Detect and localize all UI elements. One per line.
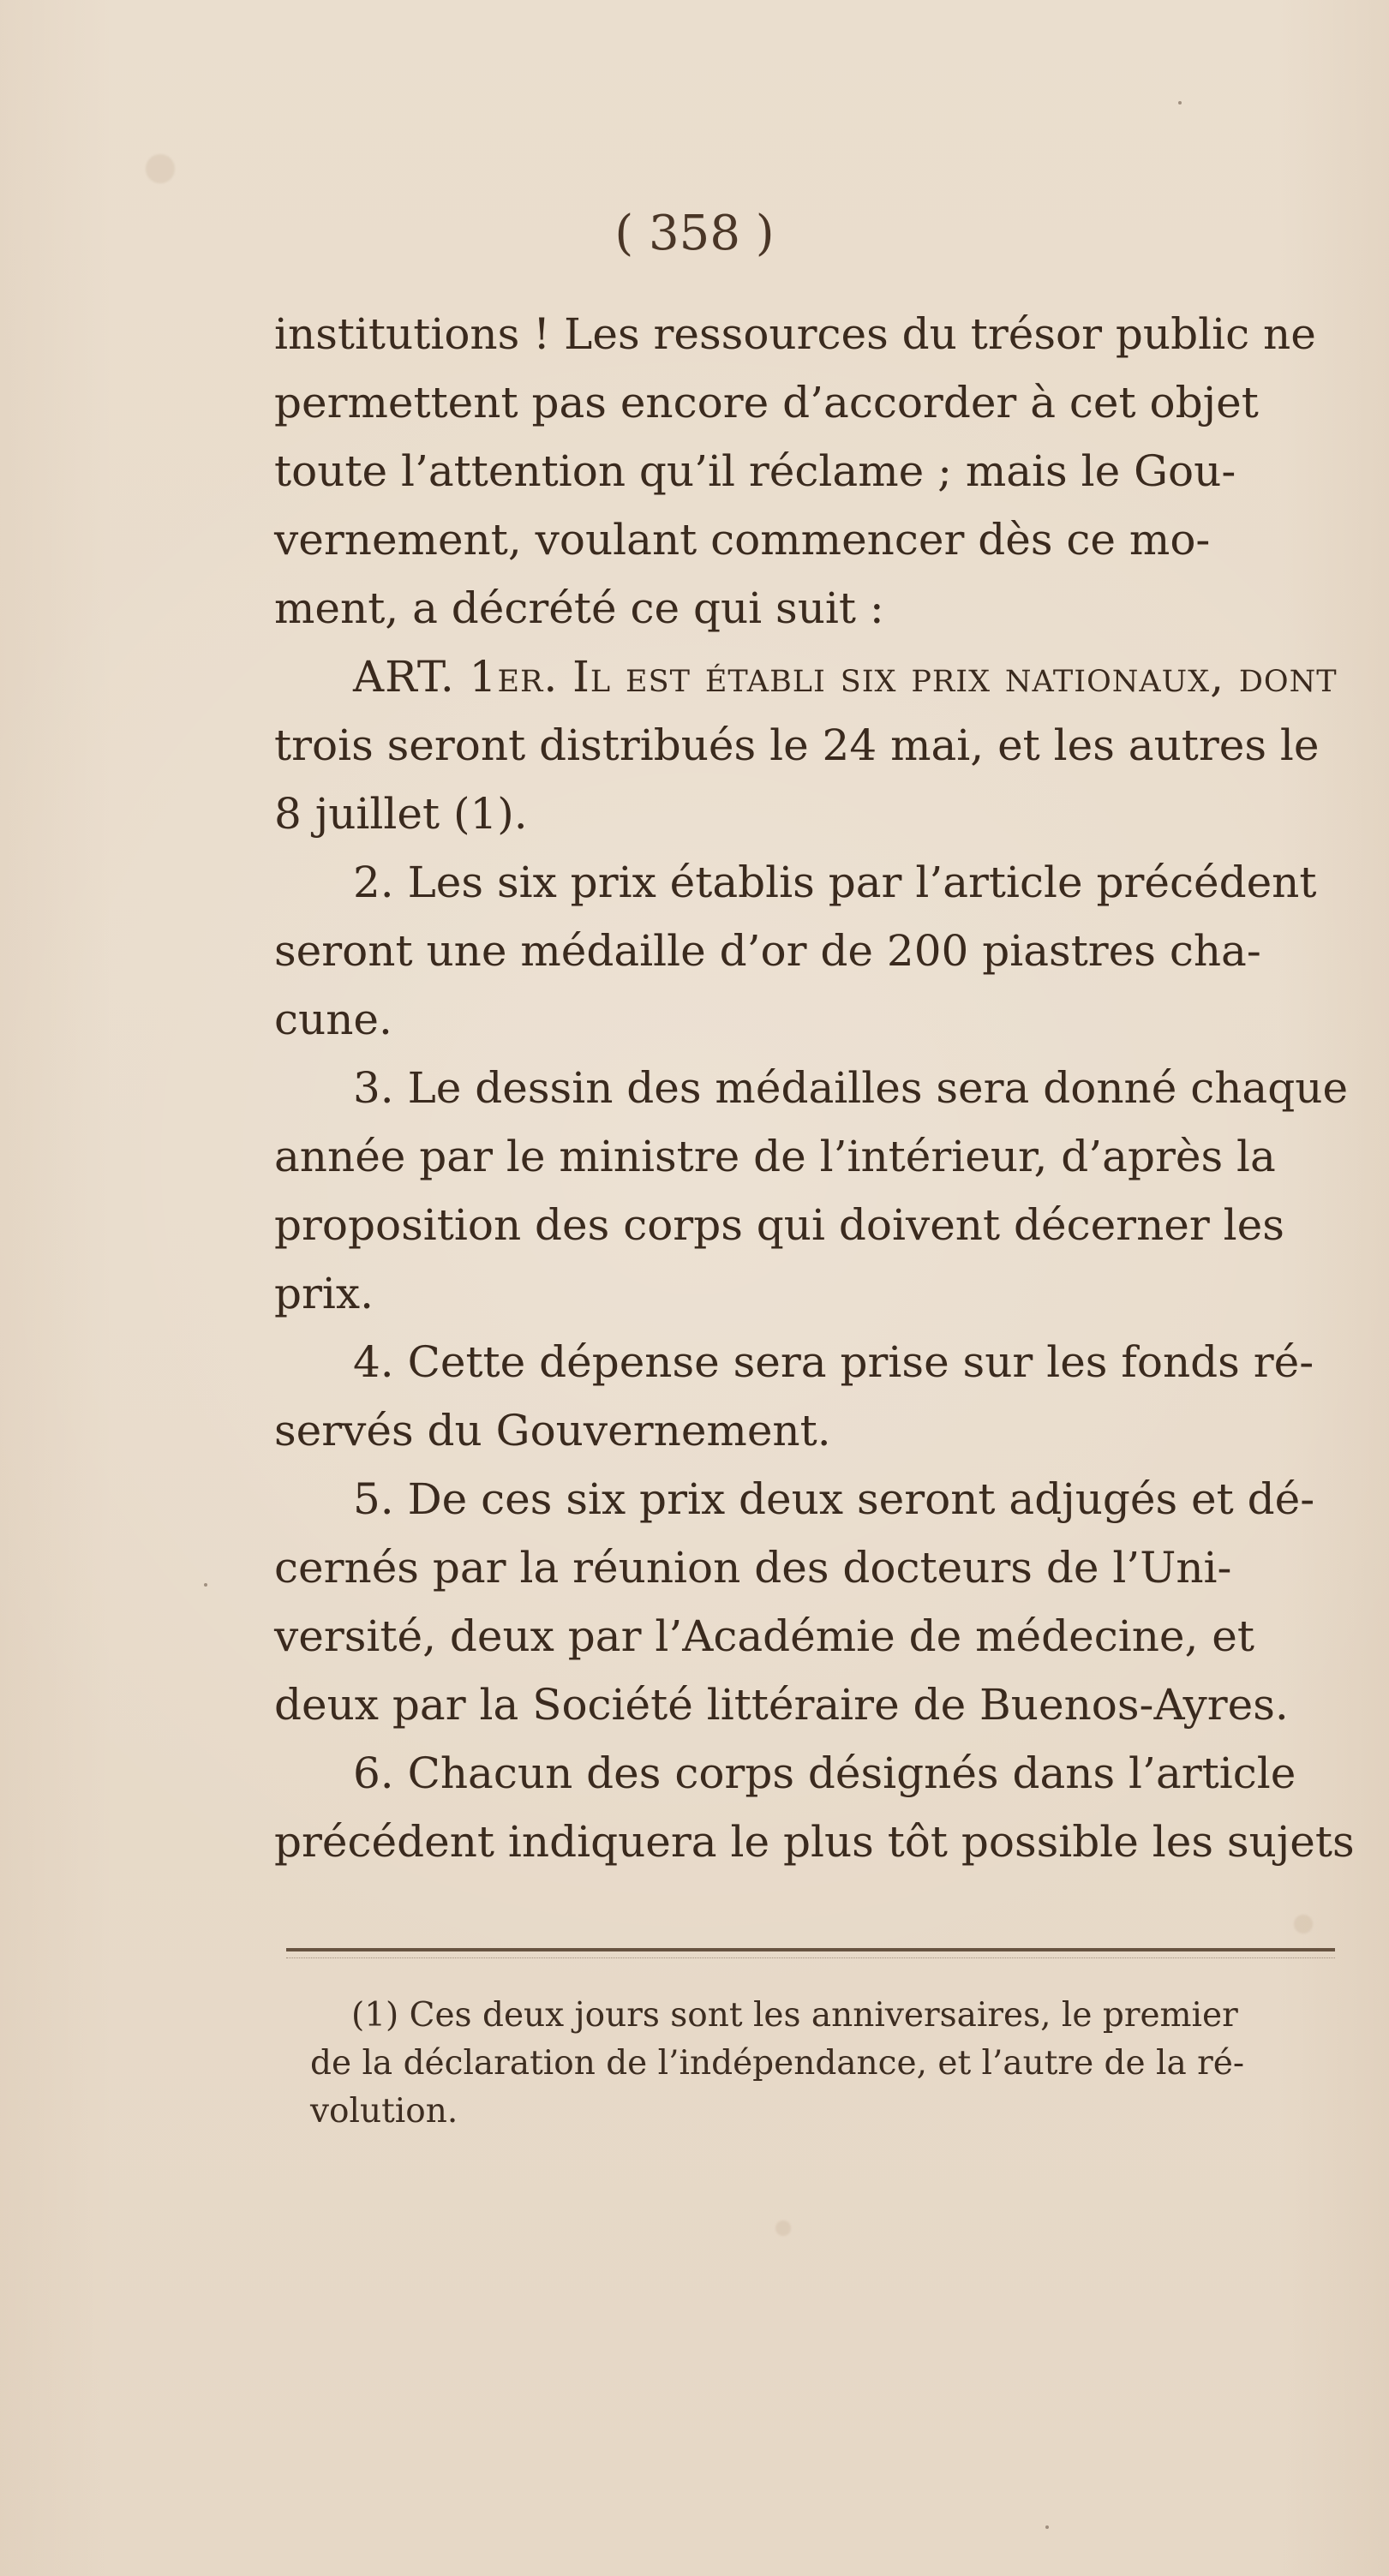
article-3-line: prix. [274, 1269, 374, 1318]
article-3-line: 3. Le dessin des médailles sera donné chaque [353, 1063, 1349, 1113]
main-text-line: toute l’attention qu’il réclame ; mais le Gou- [274, 446, 1236, 496]
paper-speck [1045, 2525, 1049, 2529]
main-text-line: permettent pas encore d’accorder à cet objet [274, 378, 1259, 427]
footnote-divider [286, 1948, 1335, 1951]
paper-speck [204, 1583, 207, 1587]
article-1-line: 8 juillet (1). [274, 789, 528, 839]
main-text-line: vernement, voulant commencer dès ce mo- [274, 515, 1211, 565]
main-text-line: ment, a décrété ce qui suit : [274, 583, 884, 633]
article-3-line: proposition des corps qui doivent décerner les [274, 1200, 1284, 1250]
article-2-line: seront une médaille d’or de 200 piastres cha- [274, 926, 1261, 976]
article-4-line: servés du Gouvernement. [274, 1406, 831, 1455]
article-2-line: cune. [274, 995, 392, 1044]
article-2-line: 2. Les six prix établis par l’article précédent [353, 858, 1317, 907]
article-1-line: ART. 1er. Il est établi six prix nationaux, dont [353, 652, 1338, 702]
article-4-line: 4. Cette dépense sera prise sur les fonds ré- [353, 1337, 1314, 1387]
footnote-block [310, 1992, 1334, 2136]
article-1-line: trois seront distribués le 24 mai, et les autres le [274, 720, 1320, 770]
article-6-line: 6. Chacun des corps désignés dans l’article [353, 1748, 1296, 1798]
page-number: ( 358 ) [614, 206, 775, 261]
footnote-line: de la déclaration de l’indépendance, et l’autre de la ré- [310, 2044, 1245, 2083]
article-5-line: cernés par la réunion des docteurs de l’Uni- [274, 1543, 1232, 1593]
article-3-line: année par le ministre de l’intérieur, d’après la [274, 1132, 1276, 1181]
paper-speck [1178, 101, 1182, 105]
footnote-line: volution. [310, 2092, 458, 2131]
article-5-line: 5. De ces six prix deux seront adjugés et dé- [353, 1474, 1315, 1524]
main-text-line: institutions ! Les ressources du trésor public ne [274, 309, 1316, 359]
article-5-line: deux par la Société littéraire de Buenos-Ayres. [274, 1680, 1289, 1730]
footnote-line: (1) Ces deux jours sont les anniversaires, le premier [351, 1996, 1238, 2035]
paper-stain [1294, 1915, 1313, 1933]
paper-stain [146, 154, 175, 183]
paper-stain [775, 2220, 791, 2236]
article-5-line: versité, deux par l’Académie de médecine, et [274, 1611, 1254, 1661]
main-text-block [274, 300, 1355, 1876]
article-6-line: précédent indiquera le plus tôt possible les sujets [274, 1817, 1355, 1867]
